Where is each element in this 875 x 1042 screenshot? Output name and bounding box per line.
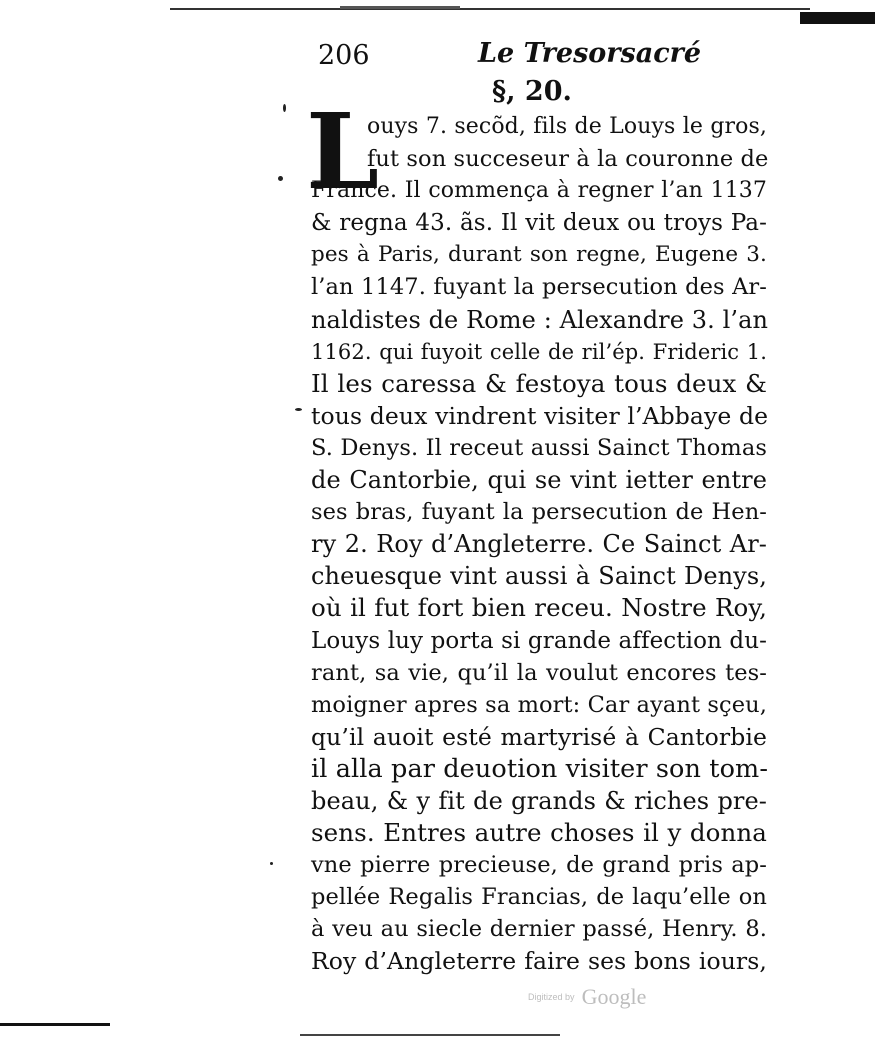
text-line: pes à Paris, durant son regne, Eugene 3. (311, 242, 767, 268)
text-line: l’an 1147. fuyant la persecution des Ar- (311, 274, 767, 301)
running-title: Le Tresorsacré (478, 38, 702, 69)
page-header (310, 38, 750, 78)
watermark-prefix: Digitized by (528, 992, 575, 1002)
text-line: & regna 43. ãs. Il vit deux ou troys Pa- (311, 210, 767, 237)
text-line: à veu au siecle dernier passé, Henry. 8. (311, 916, 767, 943)
scan-edge-bottom (0, 1023, 110, 1026)
text-line: moigner apres sa mort: Car ayant sçeu, (311, 691, 767, 718)
text-line: Louys luy porta si grande affection du- (311, 627, 767, 654)
text-line: ouys 7. secõd, fils de Louys le gros, (367, 114, 767, 139)
text-line: vne pierre precieuse, de grand pris ap- (311, 852, 767, 879)
text-line: pellée Regalis Francias, de laqu’elle on (311, 884, 767, 911)
text-line: S. Denys. Il receut aussi Sainct Thomas (311, 434, 767, 461)
text-line: tous deux vindrent visiter l’Abbaye de (311, 401, 769, 430)
scan-edge-top-right (800, 12, 875, 24)
text-line: sens. Entres autre choses il y donna (311, 818, 767, 848)
body-paragraph (311, 111, 767, 978)
text-line: où il fut fort bien receu. Nostre Roy, (311, 593, 767, 623)
margin-mark (278, 176, 283, 181)
text-line: ry 2. Roy d’Angleterre. Ce Sainct Ar- (311, 530, 767, 559)
digitization-watermark (528, 984, 646, 1014)
text-line: cheuesque vint aussi à Sainct Denys, (311, 562, 767, 591)
section-heading: §, 20. (492, 76, 572, 107)
text-line: qu’il auoit esté martyrisé à Cantorbie (311, 722, 767, 751)
text-line: 1162. qui fuyoit celle de ril’ép. Frideric 1. (311, 339, 767, 364)
text-line: Roy d’Angleterre faire ses bons iours, (311, 947, 767, 976)
text-line: fut son succeseur à la couronne de (367, 146, 769, 173)
watermark-brand: Google (581, 984, 647, 1009)
margin-mark (270, 862, 273, 865)
drop-cap-initial: L (306, 90, 380, 213)
text-line: de Cantorbie, qui se vint ietter entre (311, 466, 767, 495)
margin-mark (283, 104, 286, 112)
text-line: il alla par deuotion visiter son tom- (311, 753, 769, 784)
text-line: rant, sa vie, qu’il la voulut encores tes- (311, 659, 767, 686)
text-line: France. Il commença à regner l’an 1137 (311, 178, 767, 204)
page-number: 206 (318, 40, 370, 71)
margin-mark (295, 408, 302, 411)
text-line: naldistes de Rome : Alexandre 3. l’an (311, 305, 769, 334)
scan-edge-top-left (340, 6, 460, 9)
scan-edge-top (170, 8, 810, 10)
scan-edge-bottom-mid (300, 1034, 560, 1036)
text-line: beau, & y fit de grands & riches pre- (311, 786, 767, 815)
text-line: ses bras, fuyant la persecution de Hen- (311, 499, 767, 526)
text-line: Il les caressa & festoya tous deux & (311, 368, 767, 398)
